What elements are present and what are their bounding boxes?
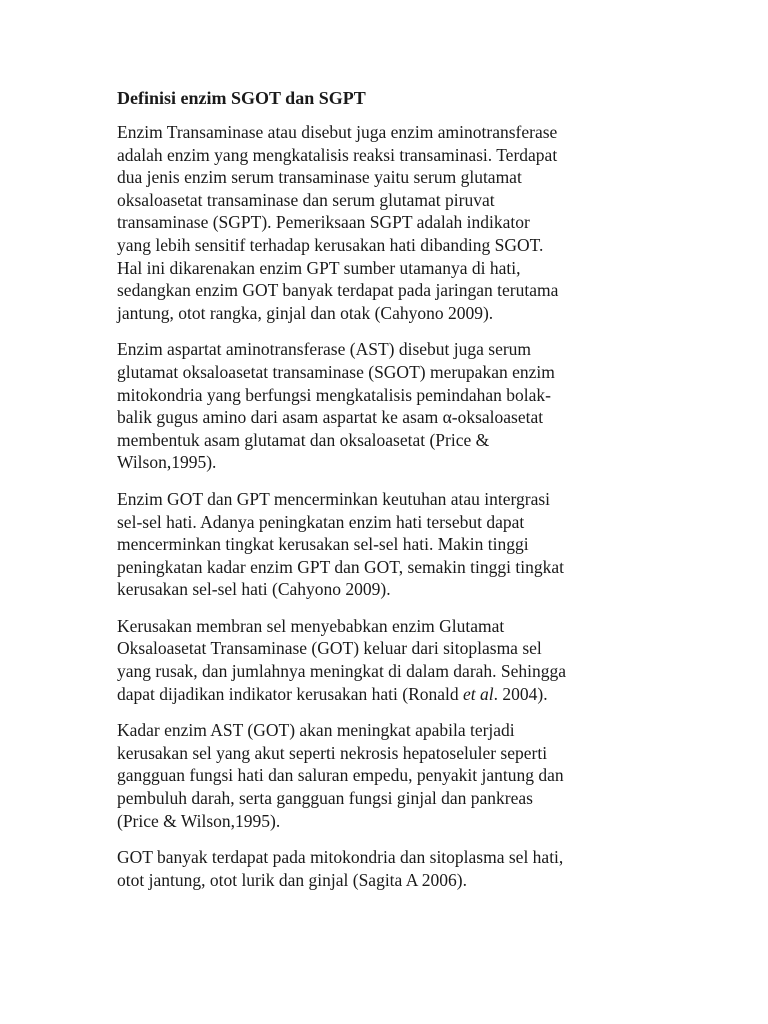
paragraph-line: Kerusakan membran sel menyebabkan enzim Glutamat <box>117 615 505 636</box>
paragraph-line: kerusakan sel yang akut seperti nekrosis hepatoseluler seperti <box>117 742 548 763</box>
paragraph-line: adalah enzim yang mengkatalisis reaksi transaminasi. Terdapat <box>117 144 558 165</box>
paragraph-line: gangguan fungsi hati dan saluran empedu, penyakit jantung dan <box>117 765 564 786</box>
paragraph-line: transaminase (SGPT). Pemeriksaan SGPT adalah indikator <box>117 212 530 233</box>
citation-et-al: et al <box>463 683 494 704</box>
paragraph-4 <box>117 615 668 705</box>
paragraph-line: (Price & Wilson,1995). <box>117 810 281 831</box>
paragraph-3 <box>117 488 668 601</box>
paragraph-line: jantung, otot rangka, ginjal dan otak (Cahyono 2009). <box>117 302 494 323</box>
paragraph-6 <box>117 846 668 891</box>
paragraph-line-with-citation <box>117 683 668 706</box>
paragraph-line: yang rusak, dan jumlahnya meningkat di dalam darah. Sehingga <box>117 661 567 682</box>
document-title: Definisi enzim SGOT dan SGPT <box>117 88 366 108</box>
paragraph-line: Wilson,1995). <box>117 452 217 473</box>
paragraph-line: kerusakan sel-sel hati (Cahyono 2009). <box>117 579 391 600</box>
citation-text-after: . 2004). <box>493 683 548 704</box>
paragraph-line: Enzim Transaminase atau disebut juga enzim aminotransferase <box>117 122 558 142</box>
paragraph-line: Kadar enzim AST (GOT) akan meningkat apabila terjadi <box>117 720 515 741</box>
paragraph-line: dua jenis enzim serum transaminase yaitu serum glutamat <box>117 167 522 188</box>
paragraph-5 <box>117 719 668 832</box>
paragraph-line: mitokondria yang berfungsi mengkatalisis pemindahan bolak- <box>117 384 551 405</box>
paragraph-line: Enzim aspartat aminotransferase (AST) disebut juga serum <box>117 339 532 360</box>
paragraph-line: yang lebih sensitif terhadap kerusakan hati dibanding SGOT. <box>117 234 544 255</box>
paragraph-line: mencerminkan tingkat kerusakan sel-sel hati. Makin tinggi <box>117 534 529 555</box>
paragraph-line: Oksaloasetat Transaminase (GOT) keluar dari sitoplasma sel <box>117 638 542 659</box>
paragraph-line: Hal ini dikarenakan enzim GPT sumber utamanya di hati, <box>117 257 521 278</box>
paragraph-line: sel-sel hati. Adanya peningkatan enzim hati tersebut dapat <box>117 511 525 532</box>
paragraph-line: peningkatan kadar enzim GPT dan GOT, semakin tinggi tingkat <box>117 556 564 577</box>
paragraph-line: pembuluh darah, serta gangguan fungsi ginjal dan pankreas <box>117 788 533 809</box>
paragraph-line: oksaloasetat transaminase dan serum glutamat piruvat <box>117 189 495 210</box>
paragraph-1 <box>117 121 668 324</box>
paragraph-line: otot jantung, otot lurik dan ginjal (Sagita A 2006). <box>117 869 467 890</box>
paragraph-line: membentuk asam glutamat dan oksaloasetat (Price & <box>117 429 490 450</box>
paragraph-line: GOT banyak terdapat pada mitokondria dan sitoplasma sel hati, <box>117 847 564 868</box>
paragraph-line: sedangkan enzim GOT banyak terdapat pada jaringan terutama <box>117 280 559 301</box>
paragraph-2 <box>117 338 668 474</box>
paragraph-line: glutamat oksaloasetat transaminase (SGOT) merupakan enzim <box>117 361 555 382</box>
paragraph-line: balik gugus amino dari asam aspartat ke asam α-oksaloasetat <box>117 407 544 428</box>
paragraph-line: Enzim GOT dan GPT mencerminkan keutuhan atau intergrasi <box>117 488 551 509</box>
citation-text-before: dapat dijadikan indikator kerusakan hati (Ronald <box>117 683 464 704</box>
